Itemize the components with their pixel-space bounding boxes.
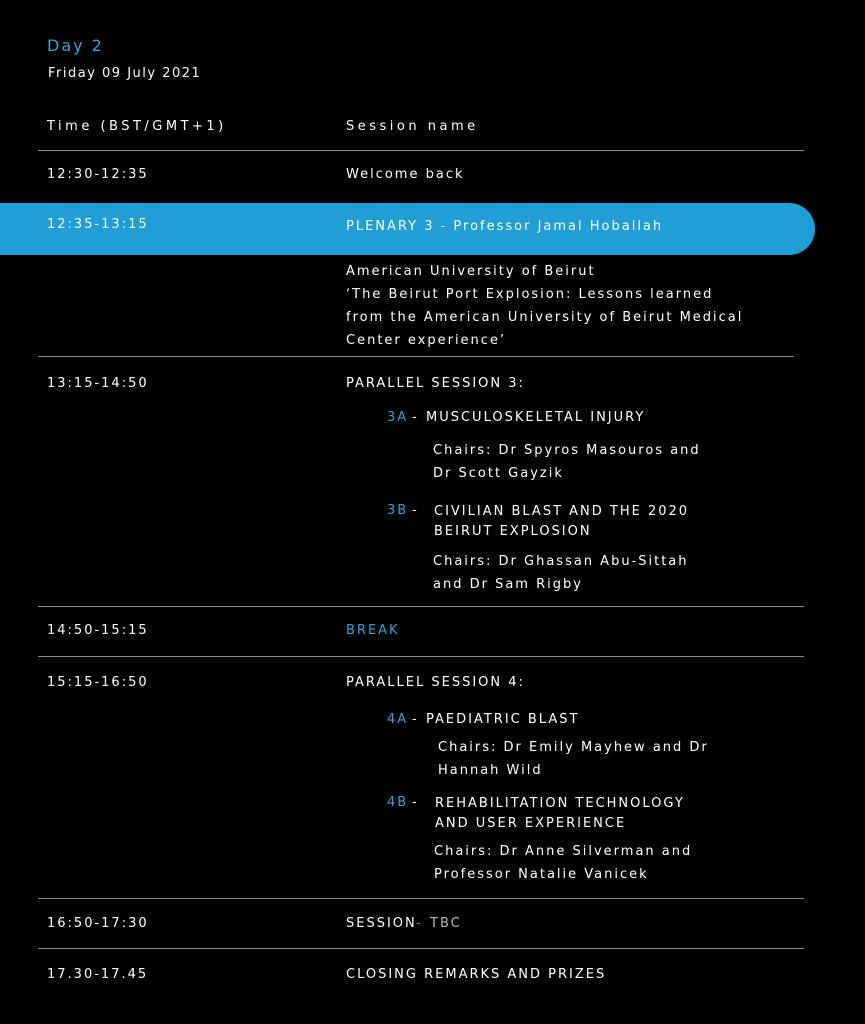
chairs-line: and Dr Sam Rigby: [433, 577, 583, 592]
session-column-header: Session name: [346, 119, 479, 134]
divider: [38, 948, 804, 949]
session-cell: PLENARY 3 - Professor Jamal Hoballah: [346, 219, 664, 234]
detail-line: Center experience’: [346, 333, 507, 348]
detail-line: American University of Beirut: [346, 264, 596, 279]
sub-session-title: BEIRUT EXPLOSION: [434, 524, 592, 539]
sub-session-title: PAEDIATRIC BLAST: [426, 712, 580, 727]
sub-session-separator: -: [412, 410, 419, 425]
chairs-line: Chairs: Dr Spyros Masouros and: [433, 443, 701, 458]
sub-session-code: 4A: [387, 712, 409, 727]
time-cell: 15:15-16:50: [47, 675, 149, 690]
sub-session-title: MUSCULOSKELETAL INJURY: [426, 410, 646, 425]
session-cell: Welcome back: [346, 167, 465, 182]
time-cell: 13:15-14:50: [47, 376, 149, 391]
divider: [38, 356, 794, 357]
sub-session-code: 3B: [387, 503, 409, 518]
sub-session-title: CIVILIAN BLAST AND THE 2020: [434, 504, 690, 519]
time-cell: 12:35-13:15: [47, 217, 149, 232]
chairs-line: Hannah Wild: [438, 763, 543, 778]
chairs-line: Chairs: Dr Anne Silverman and: [434, 844, 693, 859]
session-cell: PARALLEL SESSION 3:: [346, 376, 525, 391]
day-title: Day 2: [47, 36, 104, 55]
date-subtitle: Friday 09 July 2021: [48, 66, 202, 81]
sub-session-title: REHABILITATION TECHNOLOGY: [435, 796, 685, 811]
session-cell: PARALLEL SESSION 4:: [346, 675, 525, 690]
chairs-line: Professor Natalie Vanicek: [434, 867, 649, 882]
sub-session-separator: -: [412, 712, 419, 727]
session-cell: SESSION: [346, 916, 417, 931]
sub-session-code: 3A: [387, 410, 409, 425]
divider: [38, 898, 804, 899]
chairs-line: Dr Scott Gayzik: [433, 466, 564, 481]
divider: [38, 656, 804, 657]
time-cell: 16:50-17:30: [47, 916, 149, 931]
session-separator: -: [416, 916, 423, 931]
sub-session-title: AND USER EXPERIENCE: [435, 816, 627, 831]
detail-line: from the American University of Beirut Medical: [346, 310, 744, 325]
divider: [38, 606, 804, 607]
session-cell: CLOSING REMARKS AND PRIZES: [346, 967, 607, 982]
time-cell: 14:50-15:15: [47, 623, 149, 638]
chairs-line: Chairs: Dr Emily Mayhew and Dr: [438, 740, 709, 755]
chairs-line: Chairs: Dr Ghassan Abu-Sittah: [433, 554, 689, 569]
time-cell: 17.30-17.45: [47, 967, 149, 982]
divider: [38, 150, 804, 151]
sub-session-separator: -: [412, 795, 419, 810]
session-cell: BREAK: [346, 623, 400, 638]
time-cell: 12:30-12:35: [47, 167, 149, 182]
detail-line: ‘The Beirut Port Explosion: Lessons learned: [346, 287, 714, 302]
session-suffix: TBC: [430, 916, 462, 931]
time-column-header: Time (BST/GMT+1): [47, 119, 227, 134]
sub-session-separator: -: [412, 503, 419, 518]
sub-session-code: 4B: [387, 795, 409, 810]
